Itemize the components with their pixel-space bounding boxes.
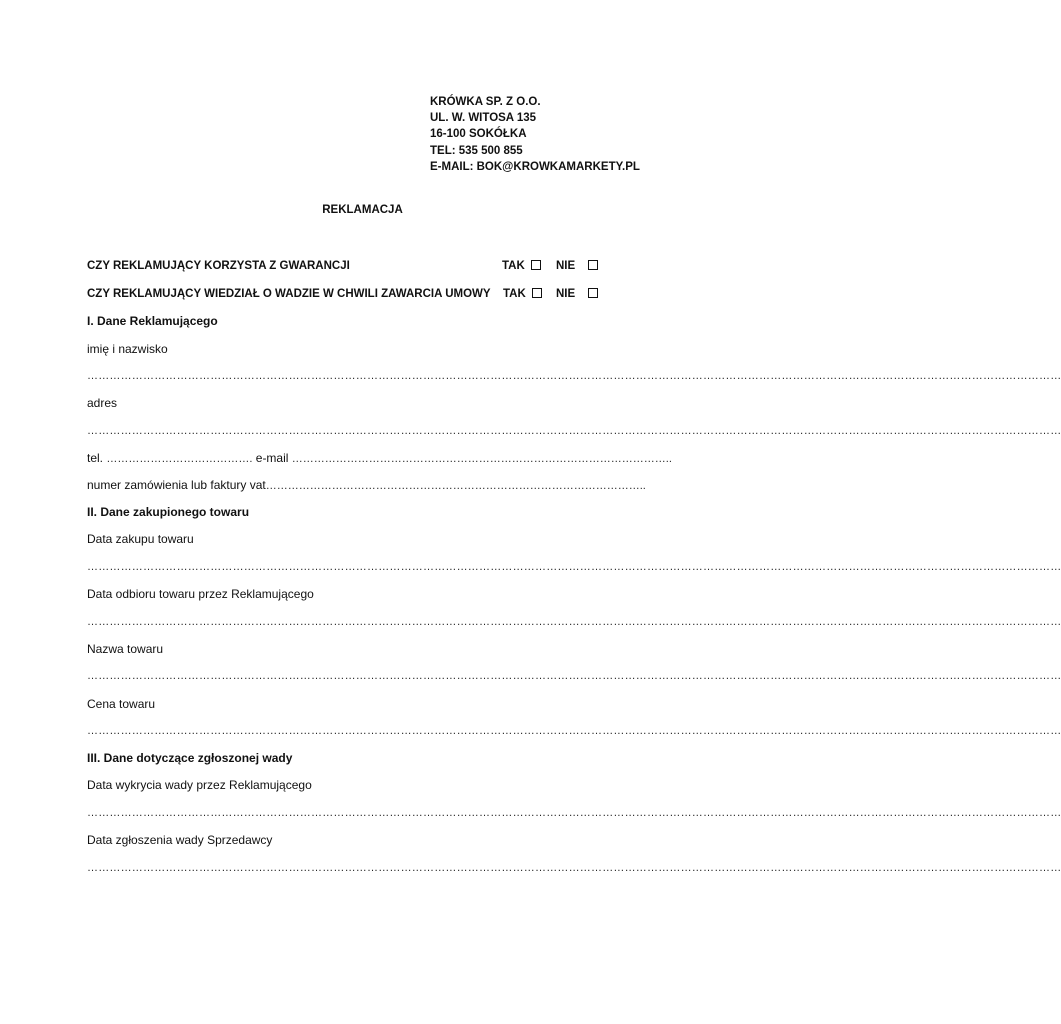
warranty-yes-checkbox[interactable] — [531, 260, 541, 270]
receipt-date-label: Data odbioru towaru przez Reklamującego — [87, 587, 314, 601]
company-street: UL. W. WITOSA 135 — [430, 112, 537, 125]
warranty-no-label: NIE — [556, 260, 576, 272]
email-input-line[interactable]: ………………………………………………………………………………………….. — [291, 453, 672, 465]
section-goods-heading: II. Dane zakupionego towaru — [87, 505, 250, 519]
knowledge-no-option[interactable] — [556, 287, 598, 302]
knowledge-no-checkbox[interactable] — [588, 288, 598, 298]
tel-label: tel. — [87, 451, 104, 465]
order-label: numer zamówienia lub faktury vat — [87, 478, 266, 492]
company-city: 16-100 SOKÓŁKA — [430, 128, 527, 141]
price-input-line[interactable]: ……………………………………………………………………………………………………………………………………………………………………………………………………………………………………… — [87, 725, 1061, 737]
address-label: adres — [87, 396, 118, 410]
report-date-input-line[interactable]: ……………………………………………………………………………………………………………………………………………………………………………………………………………………………………… — [87, 862, 1061, 874]
company-address-block — [430, 94, 640, 175]
company-email: E-MAIL: BOK@KROWKAMARKETY.PL — [430, 160, 640, 173]
company-name: KRÓWKA SP. Z O.O. — [430, 96, 541, 108]
product-name-input-line[interactable]: ……………………………………………………………………………………………………………………………………………………………………………………………………………………………………… — [87, 670, 1061, 682]
knowledge-no-label: NIE — [556, 288, 576, 300]
purchase-date-input-line[interactable]: ……………………………………………………………………………………………………………………………………………………………………………………………………………………………………… — [87, 561, 1061, 573]
price-label: Cena towaru — [87, 697, 156, 711]
detection-date-label: Data wykrycia wady przez Reklamującego — [87, 778, 312, 792]
detection-date-input-line[interactable]: ……………………………………………………………………………………………………………………………………………………………………………………………………………………………………… — [87, 807, 1061, 819]
purchase-date-label: Data zakupu towaru — [87, 532, 194, 546]
product-name-label: Nazwa towaru — [87, 642, 164, 656]
warranty-yes-option[interactable] — [502, 259, 541, 274]
receipt-date-input-line[interactable]: ……………………………………………………………………………………………………………………………………………………………………………………………………………………………………… — [87, 616, 1061, 628]
order-input-line[interactable]: ………………………………………………………………………………………….. — [265, 480, 646, 492]
question-defect-knowledge: CZY REKLAMUJĄCY WIEDZIAŁ O WADZIE W CHWILI ZAWARCIA UMOWY — [87, 288, 491, 300]
knowledge-yes-option[interactable] — [503, 287, 542, 302]
document-title: REKLAMACJA — [322, 204, 403, 216]
email-label: e-mail — [255, 451, 289, 465]
contact-row — [87, 451, 672, 467]
name-input-line[interactable]: ……………………………………………………………………………………………………………………………………………………………………………………………………………………………………… — [87, 370, 1061, 382]
address-input-line[interactable]: ……………………………………………………………………………………………………………………………………………………………………………………………………………………………………… — [87, 425, 1061, 437]
warranty-yes-label: TAK — [502, 260, 525, 272]
section-complainant-heading: I. Dane Reklamującego — [87, 314, 218, 328]
report-date-label: Data zgłoszenia wady Sprzedawcy — [87, 833, 273, 847]
warranty-no-checkbox[interactable] — [588, 260, 598, 270]
name-label: imię i nazwisko — [87, 342, 168, 356]
knowledge-yes-label: TAK — [503, 288, 526, 300]
tel-input-line[interactable]: …………………………………. — [106, 453, 253, 465]
knowledge-yes-checkbox[interactable] — [532, 288, 542, 298]
question-warranty: CZY REKLAMUJĄCY KORZYSTA Z GWARANCJI — [87, 260, 350, 272]
warranty-no-option[interactable] — [556, 259, 598, 274]
company-phone: TEL: 535 500 855 — [430, 144, 523, 157]
section-defect-heading: III. Dane dotyczące zgłoszonej wady — [87, 751, 293, 765]
order-row — [87, 478, 646, 494]
